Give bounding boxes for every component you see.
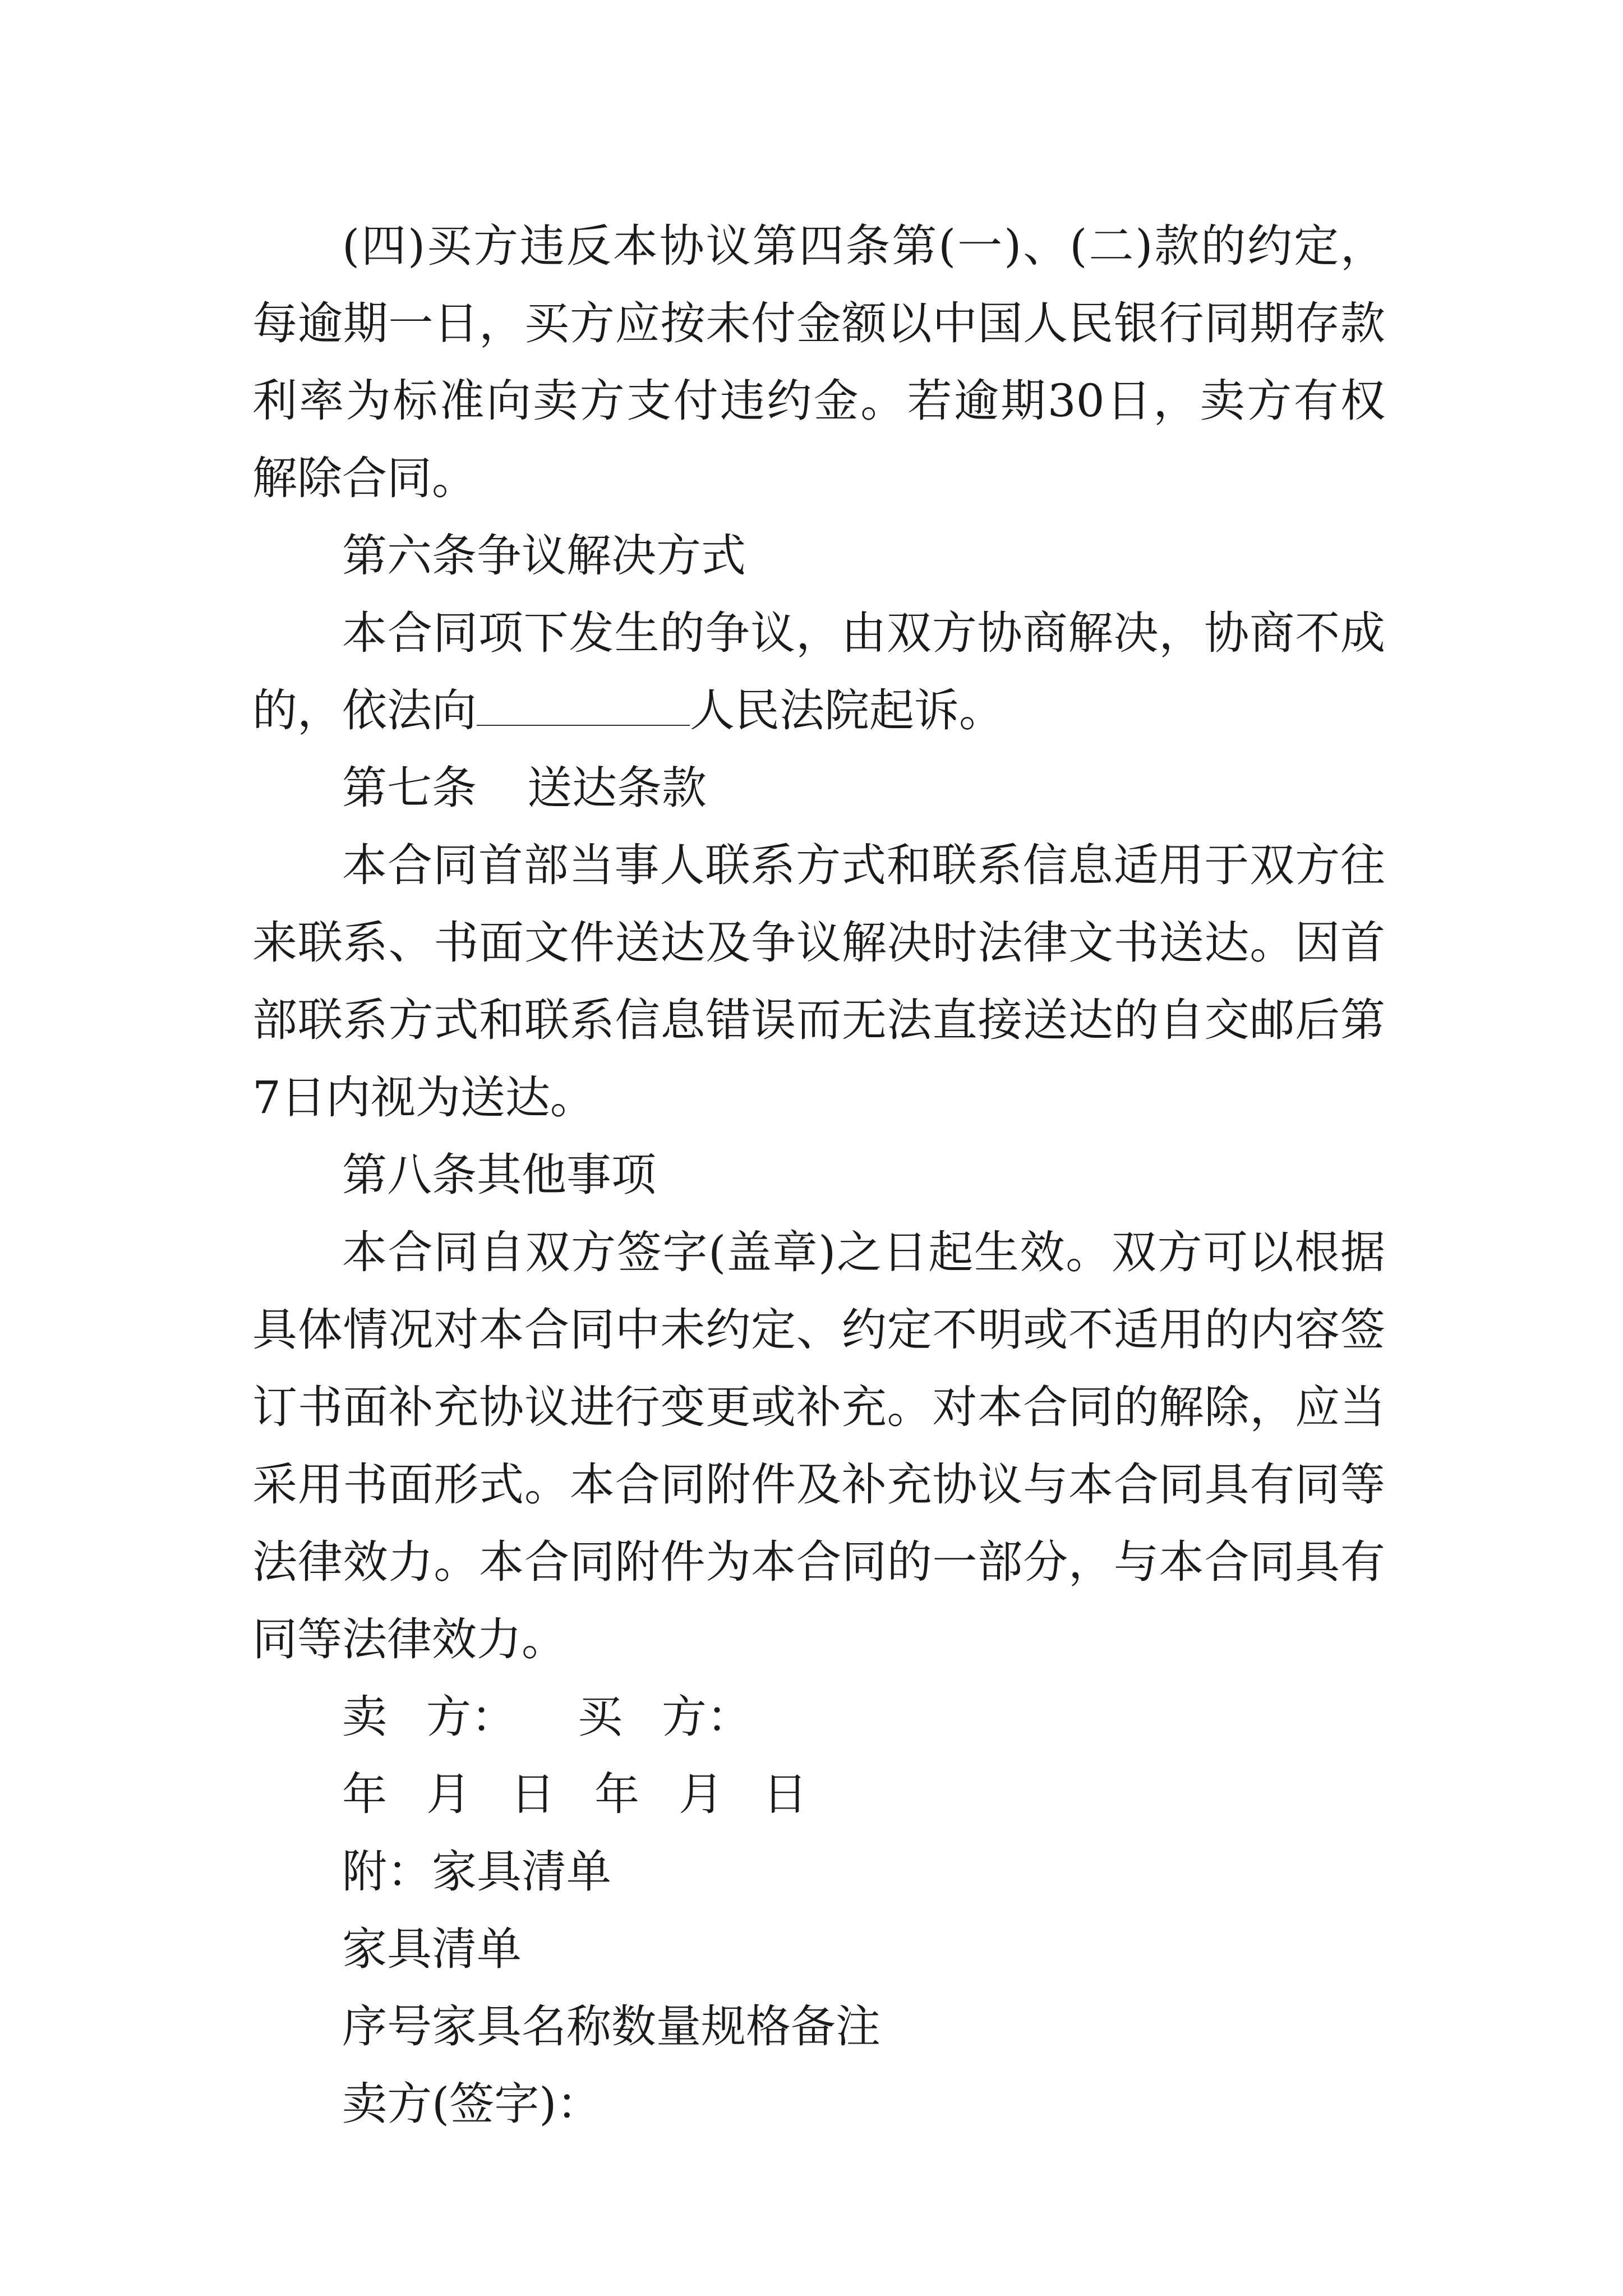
buyer-label-suffix: 方：: [662, 1691, 751, 1743]
article-6-heading: 第六条争议解决方式: [342, 530, 746, 582]
article-7-heading: [342, 749, 1385, 827]
article-7-body: 本合同首部当事人联系方式和联系信息适用于双方往来联系、书面文件送达及争议解决时法律文书送达。因首部联系方式和联系信息错误而无法直接送达的自交邮后第7日内视为送达。: [252, 839, 1385, 1124]
article-8-heading: 第八条其他事项: [342, 1149, 656, 1201]
article-6-text-after: 人民法院起诉。: [690, 684, 1004, 737]
seller-date-year: 年: [342, 1768, 387, 1820]
article-6-text-before: 本合同项下发生的争议，由双方协商解决，协商不成的，依法向: [252, 607, 1385, 737]
article-8-body: 本合同自双方签字(盖章)之日起生效。双方可以根据具体情况对本合同中未约定、约定不明或不适用的内容签订书面补充协议进行变更或补充。对本合同的解除，应当采用书面形式。本合同附件及补充协议与本合同具有同等法律效力。本合同附件为本合同的一部分，与本合同具有同等法律效力。: [252, 1226, 1385, 1665]
signature-parties: [342, 1678, 1385, 1756]
buyer-date-year: 年: [594, 1768, 639, 1820]
signature-dates: [342, 1756, 1385, 1833]
attachment-columns: 序号家具名称数量规格备注: [342, 2000, 880, 2053]
attachment-seller-sign: 卖方(签字)：: [342, 2078, 602, 2130]
buyer-date-month: 月: [679, 1768, 723, 1820]
attachment-note: 附：家具清单: [342, 1846, 611, 1898]
document-page: [252, 208, 1385, 2143]
buyer-date-day: 日: [763, 1768, 808, 1820]
article-7-title: 送达条款: [527, 762, 707, 814]
buyer-label-char: 买: [578, 1691, 623, 1743]
clause-5-item-4: (四)买方违反本协议第四条第(一)、(二)款的约定，每逾期一日，买方应按未付金额以中国人民银行同期存款利率为标准向卖方支付违约金。若逾期30日，卖方有权解除合同。: [252, 220, 1385, 504]
seller-date-month: 月: [426, 1768, 471, 1820]
court-name-blank: [477, 685, 690, 726]
seller-date-day: 日: [510, 1768, 555, 1820]
attachment-title: 家具清单: [342, 1923, 522, 1975]
seller-label-char: 卖: [342, 1691, 387, 1743]
article-7-number: 第七条: [342, 762, 477, 814]
article-6-body: [252, 595, 1385, 749]
seller-label-suffix: 方：: [426, 1691, 516, 1743]
